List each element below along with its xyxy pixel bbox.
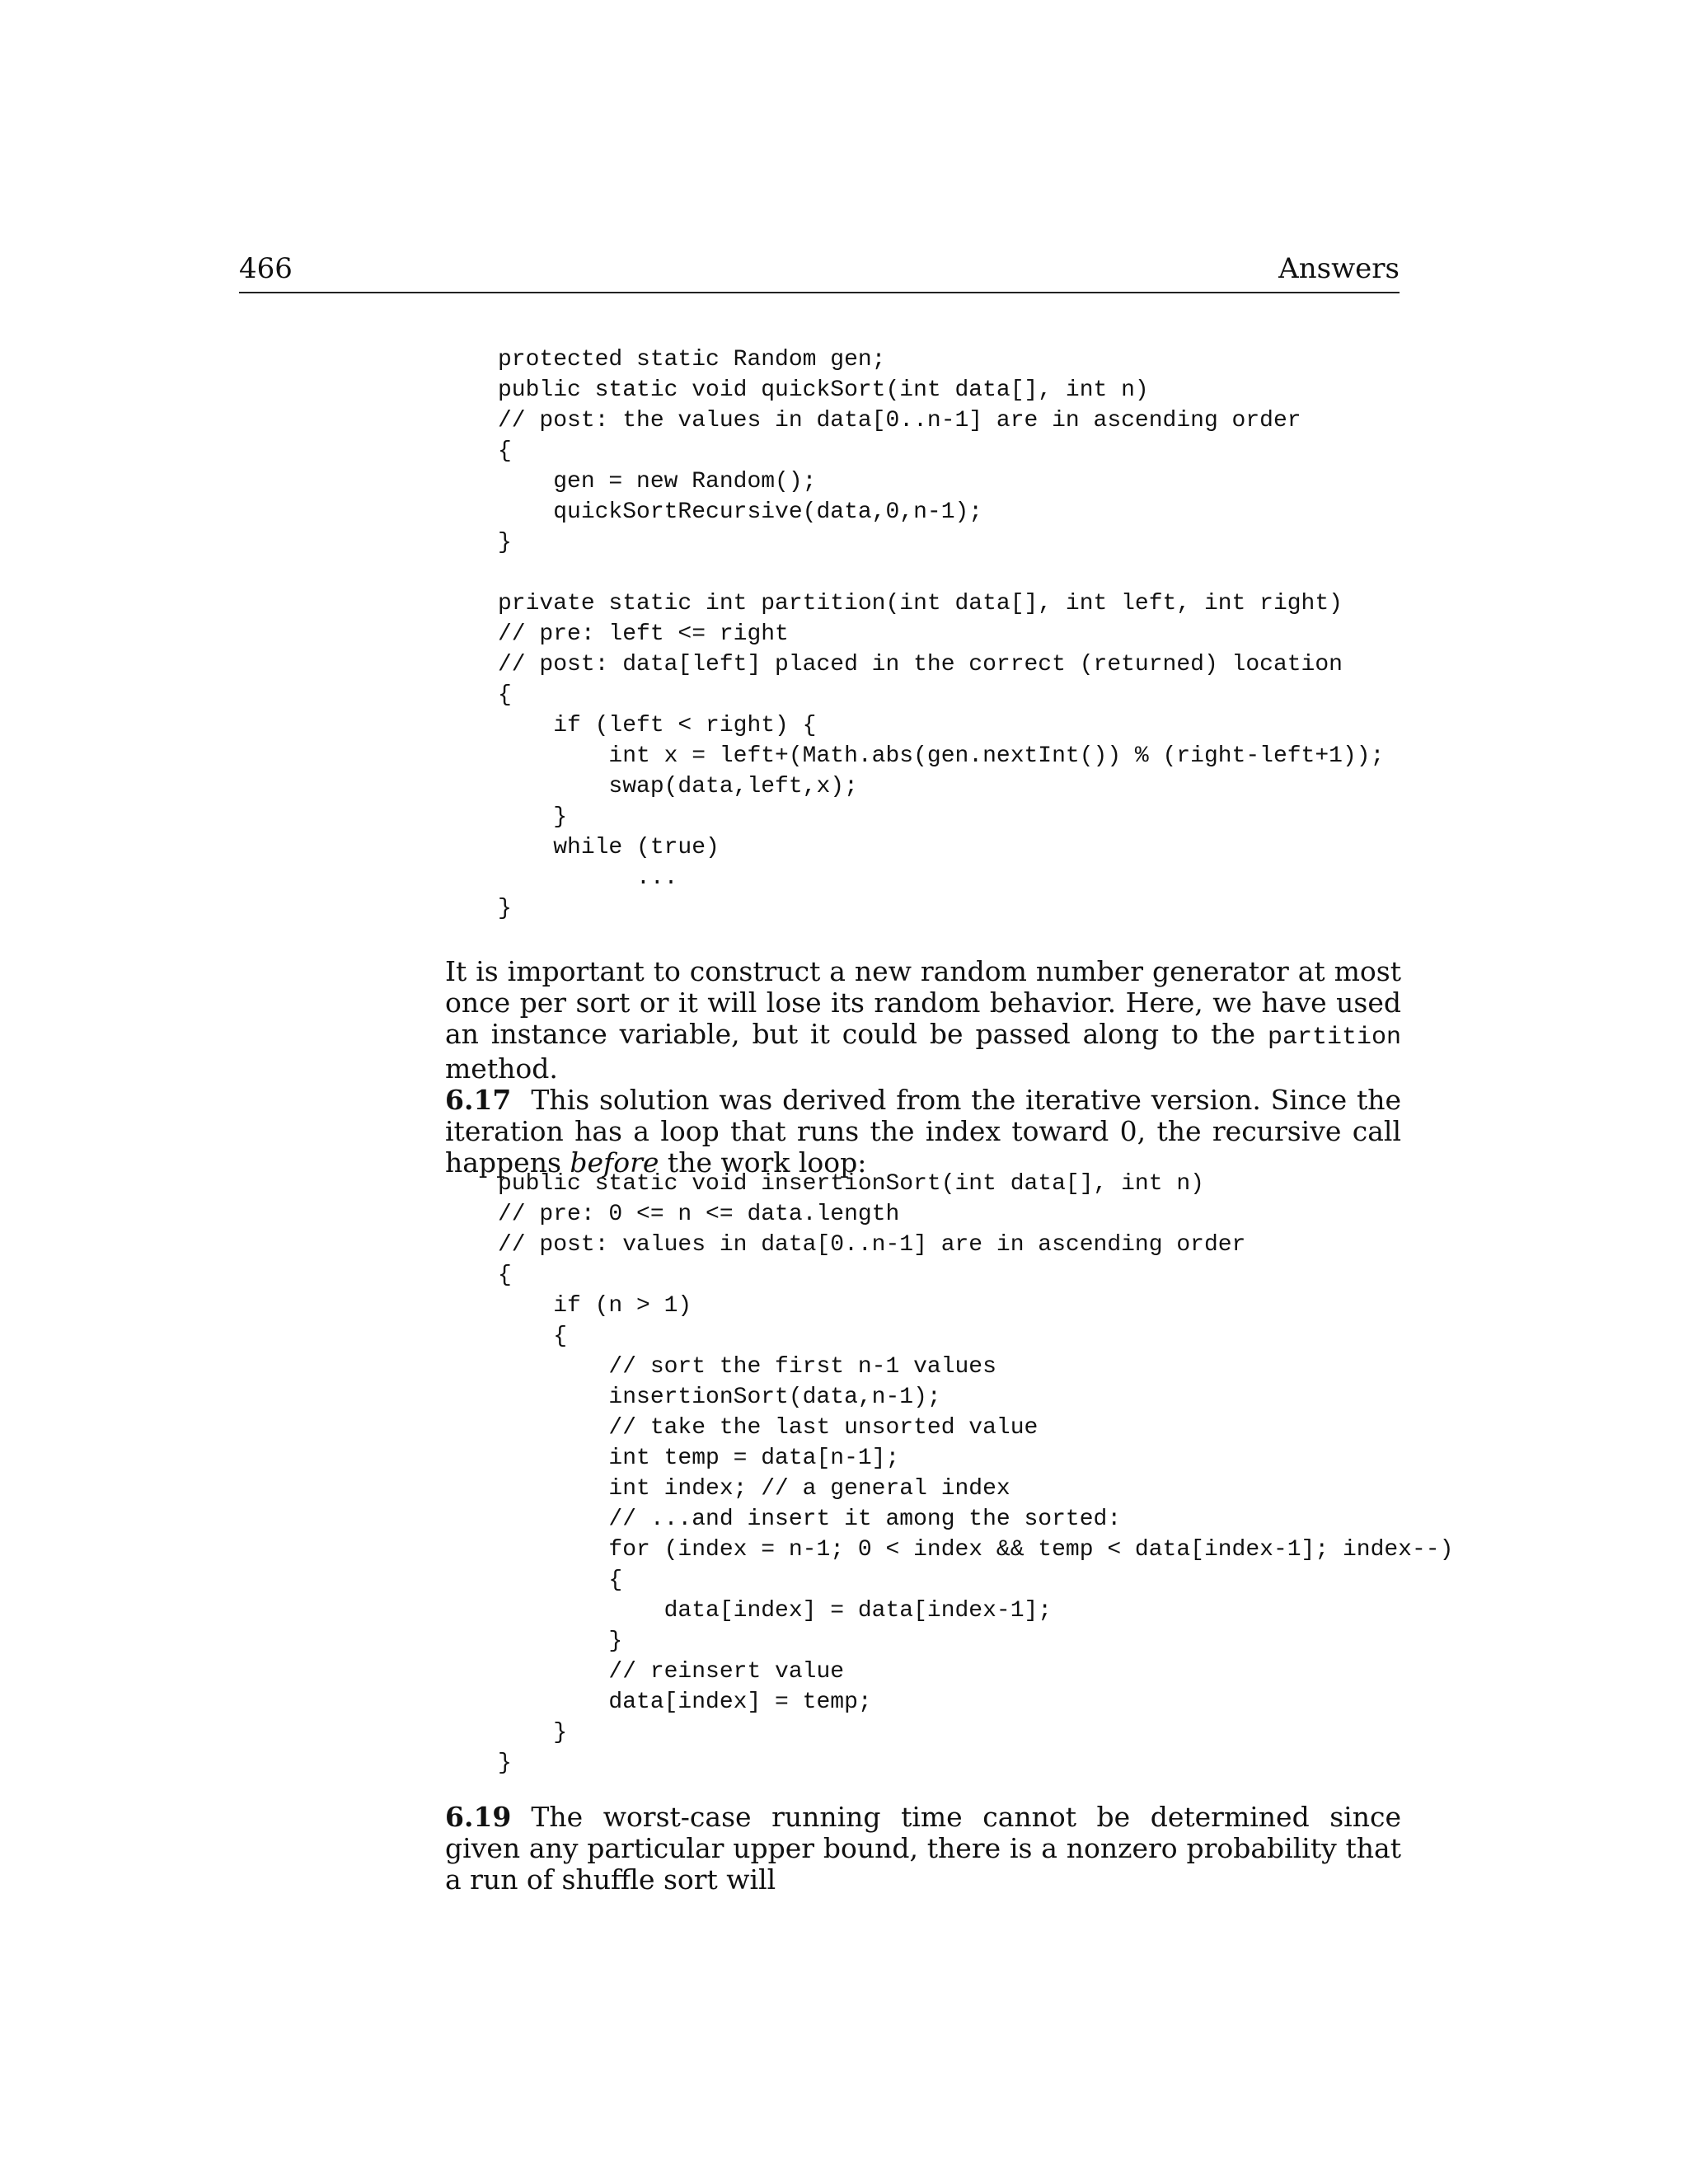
inline-code-partition: partition (1267, 1024, 1401, 1052)
answer-number-6-17: 6.17 (445, 1084, 512, 1116)
page-number: 466 (239, 252, 293, 285)
answer-number-6-19: 6.19 (445, 1801, 512, 1833)
paragraph-text-after: method. (445, 1052, 558, 1085)
answer-6-17-text-before: This solution was derived from the iterative version. Since the iteration has a loop that runs the index toward 0, the recursive call happens (445, 1084, 1401, 1179)
answer-6-17-emphasis: before (570, 1146, 659, 1179)
paragraph-text-before: It is important to construct a new random number generator at most once per sort or it will lose its random behavior. Here, we have used an instance variable, but it could be passed along to the (445, 955, 1401, 1050)
answer-6-19-text: The worst-case running time cannot be determined since given any particular upper bound, there is a nonzero probability that a run of shuffle sort will (445, 1801, 1401, 1896)
section-title: Answers (1278, 252, 1400, 285)
running-header (239, 251, 1400, 293)
answer-6-19-paragraph (445, 1802, 1401, 1896)
answer-6-17-text-after: the work loop: (659, 1146, 867, 1179)
paragraph-random-generator (445, 956, 1401, 1179)
code-block-quicksort: protected static Random gen; public static void quickSort(int data[], int n) // post: the values in data[0..n-1] are in ascending order { gen = new Random(); quickSortRecursive(data,0,n-1); } private static int partition(int data[], int left, int right) // pre: left <= right // post: data[left] placed in the correct (returned) location { if (left < right) { int x = left+(Math.abs(gen.nextInt()) % (right-left+1)); swap(data,left,x); } while (true) ... } (498, 347, 1385, 921)
code-block-insertion-sort: public static void insertionSort(int data[], int n) // pre: 0 <= n <= data.length // post: values in data[0..n-1] are in ascending order { if (n > 1) { // sort the first n-1 values insertionSort(data,n-1); // take the last unsorted value int temp = data[n-1]; int index; // a general index // ...and insert it among the sorted: for (index = n-1; 0 < index && temp < data[index-1]; index--) { data[index] = data[index-1]; } // reinsert value data[index] = temp; } } (498, 1171, 1454, 1776)
